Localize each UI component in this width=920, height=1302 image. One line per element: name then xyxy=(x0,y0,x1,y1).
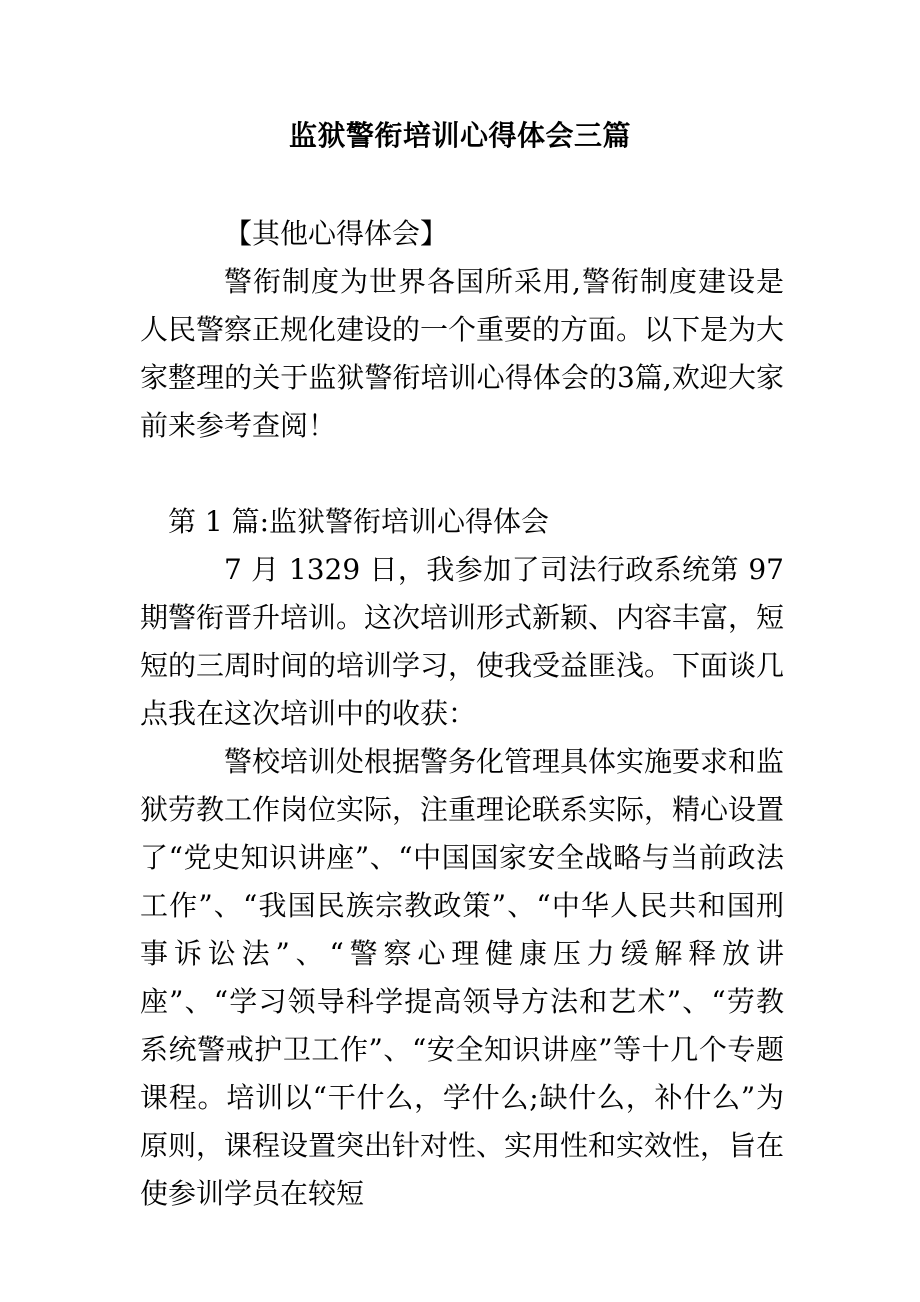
intro-paragraph: 警衔制度为世界各国所采用,警衔制度建设是人民警察正规化建设的一个重要的方面。以下是为大家整理的关于监狱警衔培训心得体会的3篇,欢迎大家前来参考查阅！ xyxy=(140,265,785,442)
body-paragraph: 7 月 1329 日，我参加了司法行政系统第 97 期警衔晋升培训。这次培训形式新颖、内容丰富，短短的三周时间的培训学习，使我受益匪浅。下面谈几点我在这次培训中的收获： xyxy=(140,553,785,730)
section-heading: 第 1 篇:监狱警衔培训心得体会 xyxy=(168,505,550,538)
document-title: 监狱警衔培训心得体会三篇 xyxy=(288,119,631,152)
body-paragraph: 警校培训处根据警务化管理具体实施要求和监狱劳教工作岗位实际，注重理论联系实际，精心设置了“党史知识讲座”、“中国国家安全战略与当前政法工作”、“我国民族宗教政策”、“中华人民共和国刑事诉讼法”、“警察心理健康压力缓解释放讲座”、“学习领导科学提高领导方法和艺术”、“劳教系统警戒护卫工作”、“安全知识讲座”等十几个专题课程。培训以“干什么，学什么;缺什么，补什么”为原则，课程设置突出针对性、实用性和实效性，旨在使参训学员在较短 xyxy=(140,745,785,1210)
category-label: 【其他心得体会】 xyxy=(224,217,449,250)
